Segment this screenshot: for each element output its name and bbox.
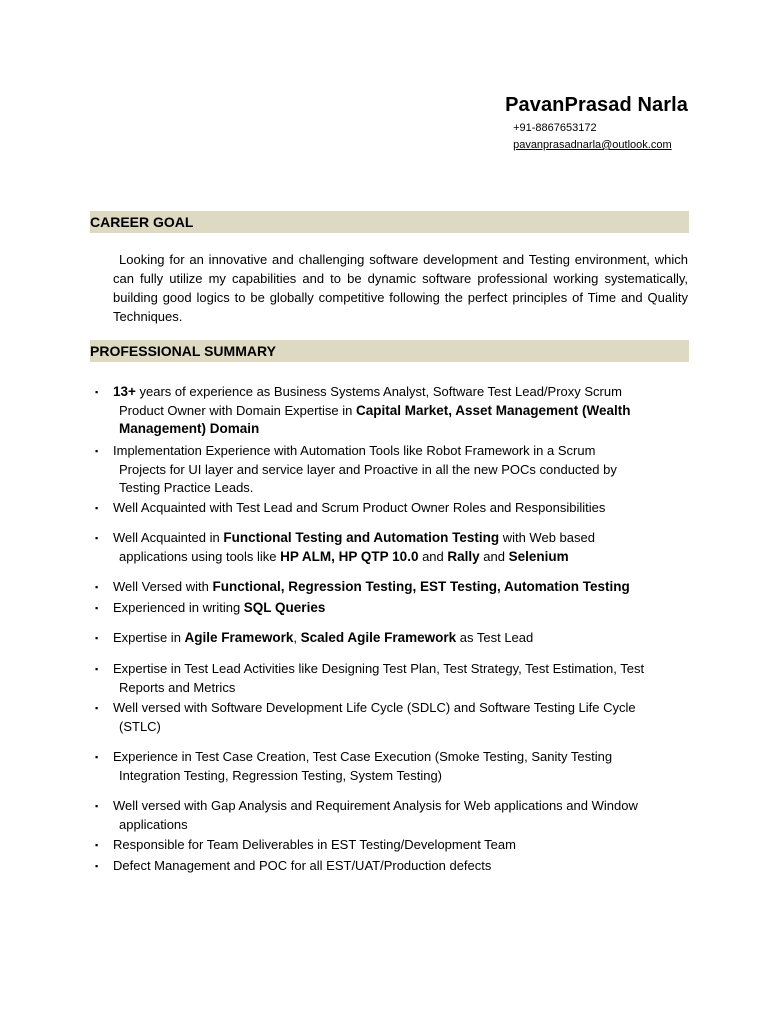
item-text: with Web based [499, 530, 595, 545]
item-text: Testing Practice Leads. [119, 480, 254, 495]
bullet-icon: ▪ [95, 387, 99, 397]
item-text: Experience in Test Case Creation, Test Case Execution (Smoke Testing, Sanity Testing [113, 749, 613, 764]
bold-text: Management) Domain [119, 421, 260, 436]
item-text: Projects for UI layer and service layer and Proactive in all the new POCs conducted by [119, 461, 617, 477]
list-item [95, 660, 685, 697]
list-item [95, 529, 685, 566]
career-goal-paragraph: Looking for an innovative and challenging software development and Testing environment, which can fully utilize my capabilities and to be dynamic software professional working systematically, building good logics to be globally competitive following the perfect principles of Time and Quality Techniques. [113, 252, 688, 324]
candidate-name: PavanPrasad Narla [505, 94, 688, 116]
item-text: Reports and Metrics [119, 679, 236, 695]
list-item [95, 797, 685, 834]
bullet-icon: ▪ [95, 446, 99, 456]
bullet-icon: ▪ [95, 503, 99, 513]
bullet-icon: ▪ [95, 582, 99, 592]
item-text: applications [119, 816, 188, 832]
item-text: applications using tools like [119, 548, 281, 564]
bullet-icon: ▪ [95, 603, 99, 613]
item-text: Implementation Experience with Automation Tools like Robot Framework in a Scrum [113, 443, 596, 458]
item-text: Product Owner with Domain Expertise in [119, 402, 356, 418]
item-text: as Test Lead [456, 630, 534, 645]
item-text: Well versed with Gap Analysis and Requirement Analysis for Web applications and Window [113, 798, 638, 813]
bullet-icon: ▪ [95, 533, 99, 543]
list-item [95, 383, 685, 439]
bold-text: HP ALM, HP QTP 10.0 [280, 548, 419, 564]
list-item [95, 857, 685, 876]
phone-number: +91-8867653172 [513, 122, 597, 134]
bold-text: Agile Framework [184, 630, 294, 645]
bullet-icon: ▪ [95, 703, 99, 713]
list-item [95, 599, 685, 618]
bullet-icon: ▪ [95, 633, 99, 643]
item-text: and [418, 548, 448, 564]
item-text: Defect Management and POC for all EST/UAT/Production defects [113, 858, 492, 873]
item-text: years of experience as Business Systems Analyst, Software Test Lead/Proxy Scrum [135, 384, 622, 399]
item-text: and [479, 548, 509, 564]
item-text: , [293, 630, 301, 645]
item-text: Responsible for Team Deliverables in EST Testing/Development Team [113, 837, 516, 852]
item-text: (STLC) [119, 718, 161, 734]
list-item [95, 578, 685, 597]
bullet-icon: ▪ [95, 801, 99, 811]
contact-header [505, 94, 688, 151]
list-item [95, 499, 685, 518]
bold-text: Selenium [508, 548, 569, 564]
bold-text: SQL Queries [243, 600, 326, 615]
bullet-icon: ▪ [95, 752, 99, 762]
item-text: Integration Testing, Regression Testing, System Testing) [119, 767, 443, 783]
item-text: Well Acquainted with Test Lead and Scrum Product Owner Roles and Responsibilities [113, 500, 606, 515]
bold-text: 13+ [113, 384, 136, 399]
bold-text: Rally [447, 548, 480, 564]
list-item [95, 748, 685, 785]
email-link[interactable]: pavanprasadnarla@outlook.com [513, 139, 672, 151]
item-text: Well Acquainted in [113, 530, 224, 545]
item-text: Well Versed with [113, 579, 213, 594]
bold-text: Scaled Agile Framework [300, 630, 457, 645]
list-item [95, 836, 685, 855]
bullet-icon: ▪ [95, 840, 99, 850]
item-text: Experienced in writing [113, 600, 244, 615]
bullet-icon: ▪ [95, 664, 99, 674]
career-goal-text [113, 250, 688, 326]
professional-summary-heading: PROFESSIONAL SUMMARY [90, 340, 689, 362]
bold-text: Functional Testing and Automation Testing [223, 530, 500, 545]
list-item [95, 442, 685, 498]
list-item [95, 699, 685, 736]
bold-text: Functional, Regression Testing, EST Testing, Automation Testing [212, 579, 630, 594]
list-item [95, 629, 685, 648]
career-goal-heading: CAREER GOAL [90, 211, 689, 233]
item-text: Well versed with Software Development Life Cycle (SDLC) and Software Testing Life Cycle [113, 700, 636, 715]
item-text: Expertise in Test Lead Activities like Designing Test Plan, Test Strategy, Test Estimation, Test [113, 661, 645, 676]
bullet-icon: ▪ [95, 861, 99, 871]
item-text: Expertise in [113, 630, 185, 645]
bold-text: Capital Market, Asset Management (Wealth [355, 402, 631, 418]
